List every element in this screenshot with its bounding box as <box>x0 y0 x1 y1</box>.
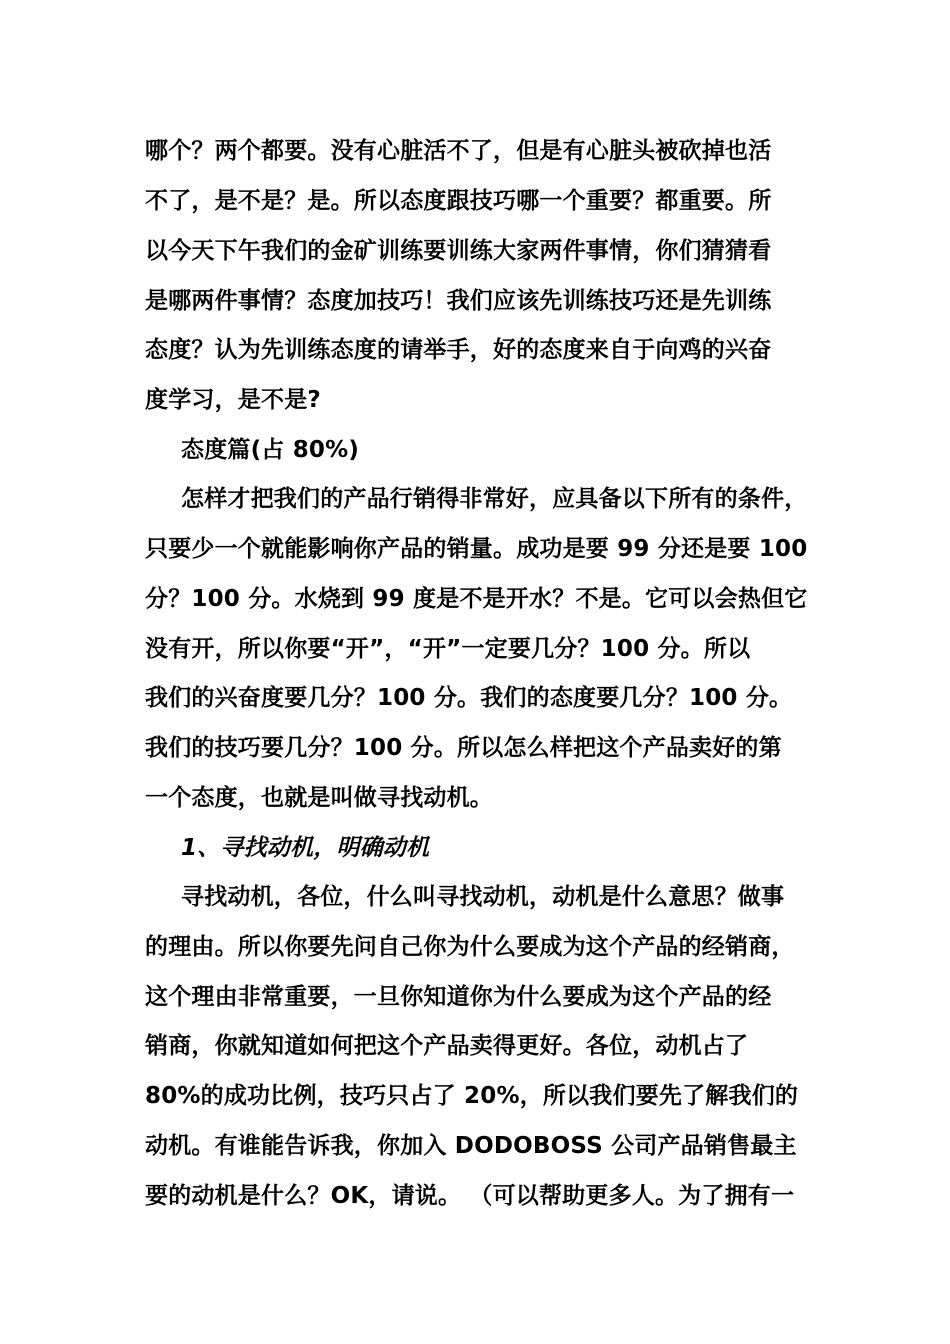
text-line: 要的动机是什么？OK，请说。 （可以帮助更多人。为了拥有一 <box>145 1183 795 1209</box>
text-line: 哪个？两个都要。没有心脏活不了，但是有心脏头被砍掉也活 <box>145 138 772 164</box>
text-line: 的理由。所以你要先问自己你为什么要成为这个产品的经销商， <box>145 934 795 960</box>
text-line: 没有开，所以你要“开”，“开”一定要几分？100 分。所以 <box>145 636 751 662</box>
text-line: 我们的技巧要几分？100 分。所以怎么样把这个产品卖好的第 <box>145 735 782 761</box>
text-line: 以今天下午我们的金矿训练要训练大家两件事情，你们猜猜看 <box>145 238 772 264</box>
text-line: 怎样才把我们的产品行销得非常好，应具备以下所有的条件， <box>181 486 808 512</box>
text-line: 寻找动机，各位，什么叫寻找动机，动机是什么意思？做事 <box>181 884 785 910</box>
text-line: 一个态度，也就是叫做寻找动机。 <box>145 785 493 811</box>
text-line: 动机。有谁能告诉我，你加入 DODOBOSS 公司产品销售最主 <box>145 1133 797 1159</box>
text-line: 不了，是不是？是。所以态度跟技巧哪一个重要？都重要。所 <box>145 188 772 214</box>
text-line: 我们的兴奋度要几分？100 分。我们的态度要几分？100 分。 <box>145 685 793 711</box>
text-line: 这个理由非常重要，一旦你知道你为什么要成为这个产品的经 <box>145 984 772 1010</box>
subsection-heading: 1、寻找动机，明确动机 <box>181 835 430 861</box>
text-line: 度学习，是不是? <box>145 387 321 413</box>
text-line: 只要少一个就能影响你产品的销量。成功是要 99 分还是要 100 <box>145 536 808 562</box>
text-line: 分？100 分。水烧到 99 度是不是开水？不是。它可以会热但它 <box>145 586 808 612</box>
text-line: 80%的成功比例，技巧只占了 20%，所以我们要先了解我们的 <box>145 1083 799 1109</box>
text-line: 态度？认为先训练态度的请举手，好的态度来自于向鸡的兴奋 <box>145 337 772 363</box>
section-heading: 态度篇(占 80%) <box>181 437 360 463</box>
text-line: 销商，你就知道如何把这个产品卖得更好。各位，动机占了 <box>145 1033 749 1059</box>
text-line: 是哪两件事情？态度加技巧！我们应该先训练技巧还是先训练 <box>145 288 772 314</box>
